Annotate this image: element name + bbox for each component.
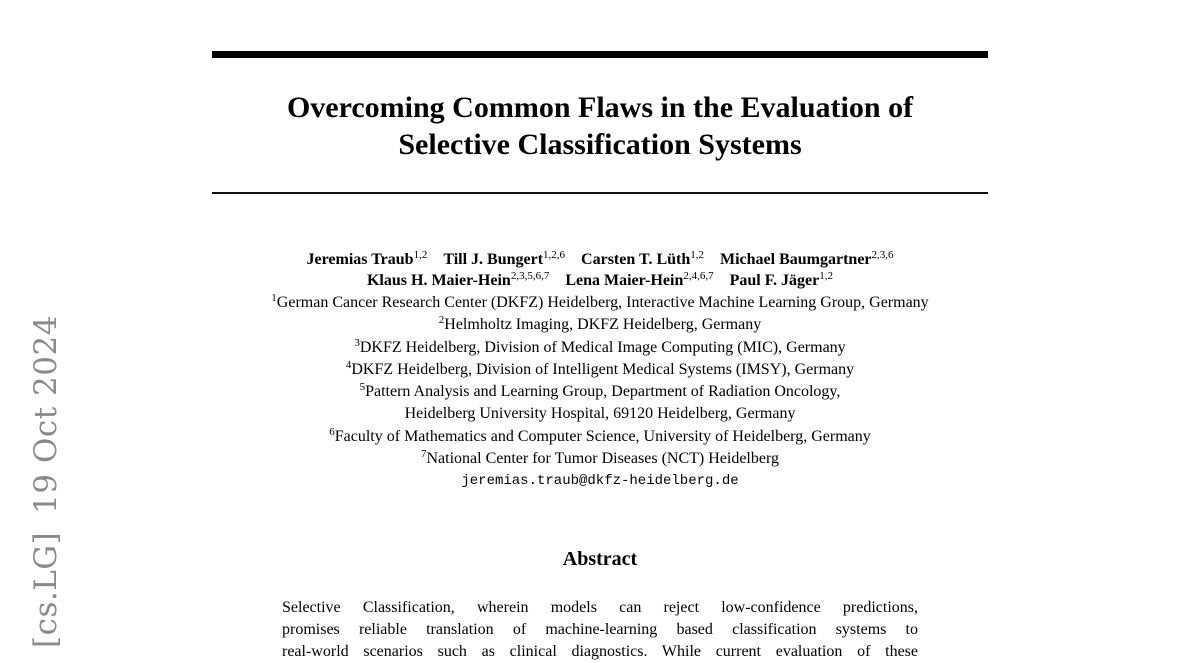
author: [367, 272, 549, 289]
author: [730, 272, 833, 289]
paper-title: [212, 89, 988, 163]
author-name: Jeremias Traub: [306, 251, 414, 268]
affiliation-number: 5: [359, 381, 366, 394]
author-name: Lena Maier-Hein: [565, 272, 684, 289]
affiliation-number: 4: [345, 358, 352, 371]
author: [720, 251, 894, 268]
title-line: Overcoming Common Flaws in the Evaluation of: [286, 91, 914, 124]
affiliation-text: DKFZ Heidelberg, Division of Medical Image Computing (MIC), Germany: [359, 338, 846, 356]
arxiv-stamp: [28, 315, 64, 648]
affiliation-number: 3: [354, 336, 360, 349]
author-affiliation-marks: 2,4,6,7: [683, 270, 714, 282]
affiliation-number: 2: [438, 314, 445, 327]
affiliation-text: Faculty of Mathematics and Computer Science, University of Heidelberg, Germany: [334, 427, 871, 445]
author: [565, 272, 713, 289]
abstract-body: [282, 597, 918, 663]
author-line: [200, 249, 1000, 270]
affiliation: [150, 314, 1050, 336]
author-line: [200, 270, 1000, 291]
abstract-line: Selective Classification, wherein models can reject low-confidence predictions,: [282, 599, 918, 616]
affiliation-number: 1: [271, 292, 277, 304]
author-affiliation-marks: 1,2: [690, 249, 704, 261]
affiliation-number: 6: [329, 425, 335, 438]
affiliation: [150, 337, 1050, 359]
author-name: Klaus H. Maier-Hein: [366, 272, 511, 289]
affiliation-number: 7: [420, 448, 427, 461]
author-name: Michael Baumgartner: [720, 251, 872, 268]
affiliation: [150, 448, 1050, 470]
author: [443, 251, 565, 268]
author: [581, 251, 704, 268]
affiliation-text: Heidelberg University Hospital, 69120 Heidelberg, Germany: [404, 405, 796, 423]
contact-email[interactable]: jeremias.traub@dkfz-heidelberg.de: [461, 473, 739, 490]
author-affiliation-marks: 1,2: [413, 249, 428, 261]
title-line: Selective Classification Systems: [398, 128, 802, 161]
affiliation-text: National Center for Tumor Diseases (NCT) Heidelberg: [426, 450, 780, 468]
affiliation: [150, 292, 1050, 314]
abstract-heading: Abstract: [562, 548, 638, 570]
abstract-line: real-world scenarios such as clinical diagnostics. While current evaluation of these: [282, 643, 918, 660]
author-affiliation-marks: 2,3,5,6,7: [510, 270, 550, 282]
arxiv-category: [cs.LG]: [28, 531, 64, 648]
affiliation-list: [150, 292, 1050, 493]
author-affiliation-marks: 1,2,6: [543, 249, 566, 261]
title-bottom-rule: [212, 192, 988, 194]
author-name: Till J. Bungert: [443, 251, 544, 268]
affiliation: [150, 359, 1050, 381]
title-top-rule: [212, 51, 988, 58]
affiliation-text: German Cancer Research Center (DKFZ) Heidelberg, Interactive Machine Learning Group, Germany: [276, 294, 929, 311]
author-list: [200, 249, 1000, 291]
affiliation-continued: [150, 403, 1050, 425]
affiliation-text: Pattern Analysis and Learning Group, Department of Radiation Oncology,: [365, 383, 841, 401]
affiliation-text: DKFZ Heidelberg, Division of Intelligent Medical Systems (IMSY), Germany: [351, 360, 855, 378]
author-name: Paul F. Jäger: [729, 272, 820, 289]
abstract-line: promises reliable translation of machine-learning based classification systems to: [282, 621, 918, 638]
affiliation: [150, 426, 1050, 448]
affiliation: [150, 381, 1050, 403]
author-affiliation-marks: 2,3,6: [871, 249, 894, 261]
author-affiliation-marks: 1,2: [819, 270, 833, 282]
arxiv-date: 19 Oct 2024: [28, 315, 64, 514]
author: [306, 251, 427, 268]
affiliation-text: Helmholtz Imaging, DKFZ Heidelberg, Germany: [444, 316, 762, 334]
author-name: Carsten T. Lüth: [581, 251, 691, 268]
